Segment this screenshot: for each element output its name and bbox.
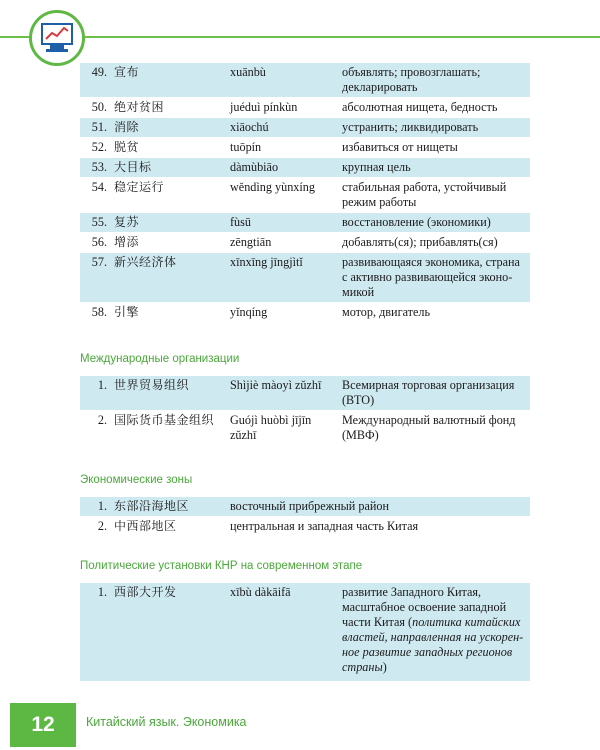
table-row	[80, 411, 530, 446]
vocab-table	[80, 63, 530, 323]
table-row	[80, 583, 530, 682]
row-number: 54.	[91, 180, 107, 194]
row-number: 1.	[80, 497, 114, 517]
row-number: 52.	[91, 140, 107, 154]
section-title-policy: Политические установки КНР на современном этапе	[80, 560, 363, 572]
row-number: 57.	[80, 253, 114, 303]
table-row	[80, 98, 530, 118]
row-number: 55.	[80, 213, 114, 233]
translation: объявлять; провозглашать; декларировать	[340, 63, 530, 98]
chinese-term: 脱贫	[114, 140, 140, 154]
pinyin: Guójì huòbì jījīn zǔzhī	[230, 413, 312, 442]
table-row	[80, 118, 530, 138]
row-number: 50.	[91, 100, 107, 114]
pinyin: juéduì pínkùn	[230, 100, 298, 114]
pinyin: xuānbù	[228, 63, 340, 98]
chinese-term: 复苏	[114, 213, 228, 233]
translation: устранить; ликвидировать	[340, 118, 530, 138]
row-number: 58.	[91, 305, 107, 319]
policy-table	[80, 583, 530, 682]
translation	[340, 583, 530, 682]
page-footer	[0, 701, 600, 750]
row-number: 2.	[97, 413, 107, 427]
translation-text: развитие Западного Китая, масштабное освоение западной части Китая (	[342, 585, 507, 629]
translation: восстановление (экономики)	[340, 213, 530, 233]
translation-close: )	[382, 660, 387, 674]
row-number: 1.	[80, 376, 114, 411]
book-title: Китайский язык. Экономика	[86, 715, 247, 729]
table-row	[80, 158, 530, 178]
chinese-term: 西部大开发	[114, 583, 228, 682]
chinese-term: 消除	[114, 118, 228, 138]
translation: Международный валютный фонд (МВФ)	[342, 413, 516, 442]
chinese-term: 绝对贫困	[114, 100, 165, 114]
chinese-term: 大目标	[114, 158, 228, 178]
zones-table	[80, 497, 530, 537]
pinyin: dàmùbiāo	[228, 158, 340, 178]
translation: крупная цель	[340, 158, 530, 178]
table-row	[80, 178, 530, 213]
pinyin: wěndìng yùnxíng	[230, 180, 315, 194]
row-number: 1.	[80, 583, 114, 682]
chinese-term: 宣布	[114, 63, 228, 98]
chinese-term: 东部沿海地区	[114, 497, 228, 517]
chinese-term: 中西部地区	[114, 519, 177, 533]
translation: добавлять(ся); прибавлять(ся)	[342, 235, 498, 249]
pinyin: xībù dàkāifā	[228, 583, 340, 682]
page-number: 12	[10, 703, 76, 747]
chinese-term: 稳定运行	[114, 180, 165, 194]
pinyin: Shìjiè màoyì zǔzhī	[228, 376, 340, 411]
table-row	[80, 233, 530, 253]
table-row	[80, 63, 530, 98]
row-number: 2.	[97, 519, 107, 533]
header-rule	[0, 36, 600, 38]
translation: Всемирная торговая организация (ВТО)	[340, 376, 530, 411]
table-row	[80, 376, 530, 411]
row-number: 49.	[80, 63, 114, 98]
pinyin: tuōpín	[230, 140, 262, 154]
chinese-term: 引擎	[114, 305, 140, 319]
pinyin: zēngtiān	[230, 235, 272, 249]
table-row	[80, 303, 530, 323]
table-row	[80, 138, 530, 158]
row-number: 56.	[91, 235, 107, 249]
table-row	[80, 497, 530, 517]
pinyin: xīnxīng jīngjìtǐ	[228, 253, 340, 303]
row-number: 53.	[80, 158, 114, 178]
economics-logo	[29, 10, 85, 66]
table-row	[80, 253, 530, 303]
chinese-term: 增添	[114, 235, 140, 249]
translation: абсолютная нищета, бедность	[342, 100, 498, 114]
table-row	[80, 517, 530, 537]
row-number: 51.	[80, 118, 114, 138]
pinyin: yǐnqíng	[230, 305, 268, 319]
chinese-term: 新兴经济体	[114, 253, 228, 303]
section-title-zones: Экономические зоны	[80, 474, 193, 486]
translation: развивающаяся экономика, страна с активно развивающейся эконо-микой	[340, 253, 530, 303]
economics-logo-icon	[40, 22, 74, 54]
translation: центральная и западная часть Китая	[230, 519, 419, 533]
chinese-term: 世界贸易组织	[114, 376, 228, 411]
intl-orgs-table	[80, 376, 530, 446]
translation: стабильная работа, устойчивый режим работы	[342, 180, 507, 209]
translation: избавиться от нищеты	[342, 140, 458, 154]
pinyin: xiāochú	[228, 118, 340, 138]
table-row	[80, 213, 530, 233]
section-title-international: Международные организации	[80, 353, 240, 365]
pinyin: fùsū	[228, 213, 340, 233]
translation: восточный прибрежный район	[228, 497, 530, 517]
translation-note: политика китайских властей, направленная на ускорен-ное развитие западных регионов страны	[342, 615, 524, 674]
chinese-term: 国际货币基金组织	[114, 413, 215, 427]
translation: мотор, двигатель	[342, 305, 431, 319]
